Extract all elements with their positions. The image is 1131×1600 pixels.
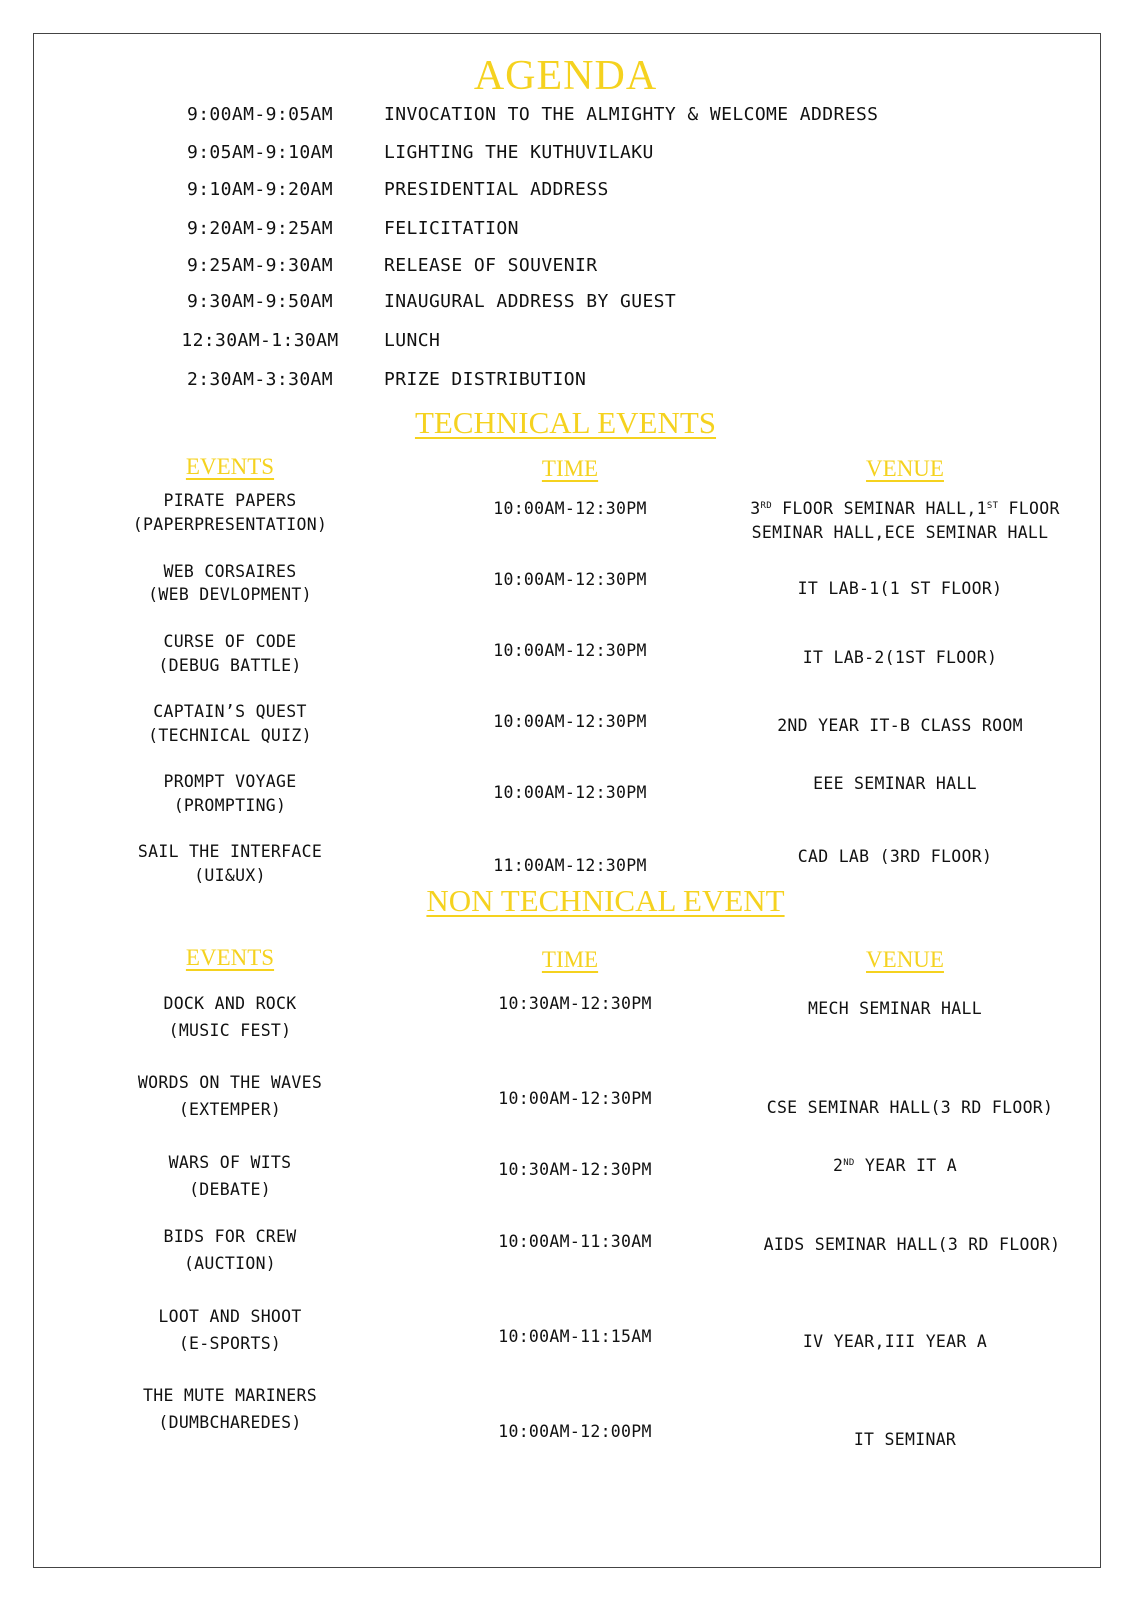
agenda-row <box>0 218 1131 244</box>
event-venue: IT LAB-2(1ST FLOOR) <box>802 648 998 667</box>
event-category: (E-SPORTS) <box>178 1334 282 1353</box>
event-category: (PROMPTING) <box>173 796 287 815</box>
event-venue: CSE SEMINAR HALL(3 RD FLOOR) <box>766 1098 1054 1117</box>
agenda-time: 9:00AM-9:05AM <box>186 104 334 125</box>
event-time: 10:00AM-12:30PM <box>493 641 647 660</box>
event-venue: MECH SEMINAR HALL <box>808 999 982 1018</box>
event-time: 10:00AM-12:30PM <box>493 783 647 802</box>
event-time: 10:00AM-12:30PM <box>493 499 647 518</box>
event-name: CURSE OF CODE <box>163 632 297 651</box>
venue-column-header: VENUE <box>866 456 944 481</box>
agenda-row <box>0 291 1131 317</box>
agenda-row <box>0 104 1131 130</box>
agenda-time: 12:30AM-1:30AM <box>181 330 339 351</box>
agenda-item: LIGHTING THE KUTHUVILAKU <box>384 142 654 163</box>
event-category: (DEBUG BATTLE) <box>158 656 302 675</box>
event-time: 11:00AM-12:30PM <box>493 856 647 875</box>
event-name: BIDS FOR CREW <box>163 1227 297 1246</box>
agenda-item: PRESIDENTIAL ADDRESS <box>384 179 609 200</box>
event-venue: 3RD FLOOR SEMINAR HALL,1ST FLOOR <box>750 499 1060 518</box>
event-time: 10:30AM-12:30PM <box>498 994 652 1013</box>
event-category: (PAPERPRESENTATION) <box>132 515 328 534</box>
event-name: WARS OF WITS <box>168 1153 292 1172</box>
agenda-time: 9:05AM-9:10AM <box>186 142 334 163</box>
event-venue: AIDS SEMINAR HALL(3 RD FLOOR) <box>763 1235 1061 1254</box>
event-name: DOCK AND ROCK <box>163 994 297 1013</box>
event-category: (MUSIC FEST) <box>168 1021 292 1040</box>
event-time: 10:00AM-12:00PM <box>498 1422 652 1441</box>
event-time: 10:00AM-11:15AM <box>498 1327 652 1346</box>
event-name: THE MUTE MARINERS <box>143 1386 317 1405</box>
time-column-header: TIME <box>541 947 599 972</box>
agenda-time: 9:20AM-9:25AM <box>186 218 334 239</box>
event-name: LOOT AND SHOOT <box>158 1307 302 1326</box>
event-name: PROMPT VOYAGE <box>163 772 297 791</box>
event-time: 10:00AM-12:30PM <box>493 712 647 731</box>
event-category: (DUMBCHAREDES) <box>158 1413 302 1432</box>
event-category: (UI&UX) <box>194 866 266 885</box>
event-venue: 2ND YEAR IT-B CLASS ROOM <box>777 716 1023 735</box>
events-column-header: EVENTS <box>185 454 275 479</box>
events-column-header: EVENTS <box>185 945 275 970</box>
event-category: (WEB DEVLOPMENT) <box>148 585 312 604</box>
event-name: PIRATE PAPERS <box>163 491 297 510</box>
event-name: SAIL THE INTERFACE <box>137 842 323 861</box>
event-venue: SEMINAR HALL,ECE SEMINAR HALL <box>751 523 1049 542</box>
agenda-item: LUNCH <box>384 330 441 351</box>
agenda-row <box>0 179 1131 205</box>
event-venue: CAD LAB (3RD FLOOR) <box>797 847 993 866</box>
event-name: WORDS ON THE WAVES <box>137 1073 323 1092</box>
agenda-row <box>0 255 1131 281</box>
event-category: (AUCTION) <box>183 1254 277 1273</box>
agenda-item: RELEASE OF SOUVENIR <box>384 255 598 276</box>
agenda-item: FELICITATION <box>384 218 519 239</box>
event-venue: IT SEMINAR <box>853 1430 957 1449</box>
agenda-time: 9:30AM-9:50AM <box>186 291 334 312</box>
agenda-time: 2:30AM-3:30AM <box>186 369 334 390</box>
agenda-time: 9:10AM-9:20AM <box>186 179 334 200</box>
event-category: (EXTEMPER) <box>178 1100 282 1119</box>
venue-column-header: VENUE <box>866 947 944 972</box>
agenda-row <box>0 142 1131 168</box>
event-venue: IV YEAR,III YEAR A <box>802 1332 988 1351</box>
agenda-time: 9:25AM-9:30AM <box>186 255 334 276</box>
event-name: WEB CORSAIRES <box>163 562 297 581</box>
non-technical-events-title: NON TECHNICAL EVENT <box>426 883 785 918</box>
event-category: (DEBATE) <box>189 1180 271 1199</box>
agenda-item: INVOCATION TO THE ALMIGHTY & WELCOME ADDRESS <box>384 104 879 125</box>
event-time: 10:00AM-12:30PM <box>498 1089 652 1108</box>
event-name: CAPTAIN’S QUEST <box>153 702 307 721</box>
agenda-item: PRIZE DISTRIBUTION <box>384 369 587 390</box>
event-venue: IT LAB-1(1 ST FLOOR) <box>797 579 1003 598</box>
agenda-row <box>0 330 1131 356</box>
event-time: 10:30AM-12:30PM <box>498 1160 652 1179</box>
event-category: (TECHNICAL QUIZ) <box>148 726 312 745</box>
event-venue: 2ND YEAR IT A <box>832 1156 957 1175</box>
agenda-title: AGENDA <box>473 53 658 99</box>
event-time: 10:00AM-11:30AM <box>498 1232 652 1251</box>
time-column-header: TIME <box>541 456 599 481</box>
agenda-row <box>0 369 1131 395</box>
technical-events-title: TECHNICAL EVENTS <box>414 405 717 440</box>
event-venue: EEE SEMINAR HALL <box>813 774 977 793</box>
agenda-item: INAUGURAL ADDRESS BY GUEST <box>384 291 677 312</box>
event-time: 10:00AM-12:30PM <box>493 570 647 589</box>
